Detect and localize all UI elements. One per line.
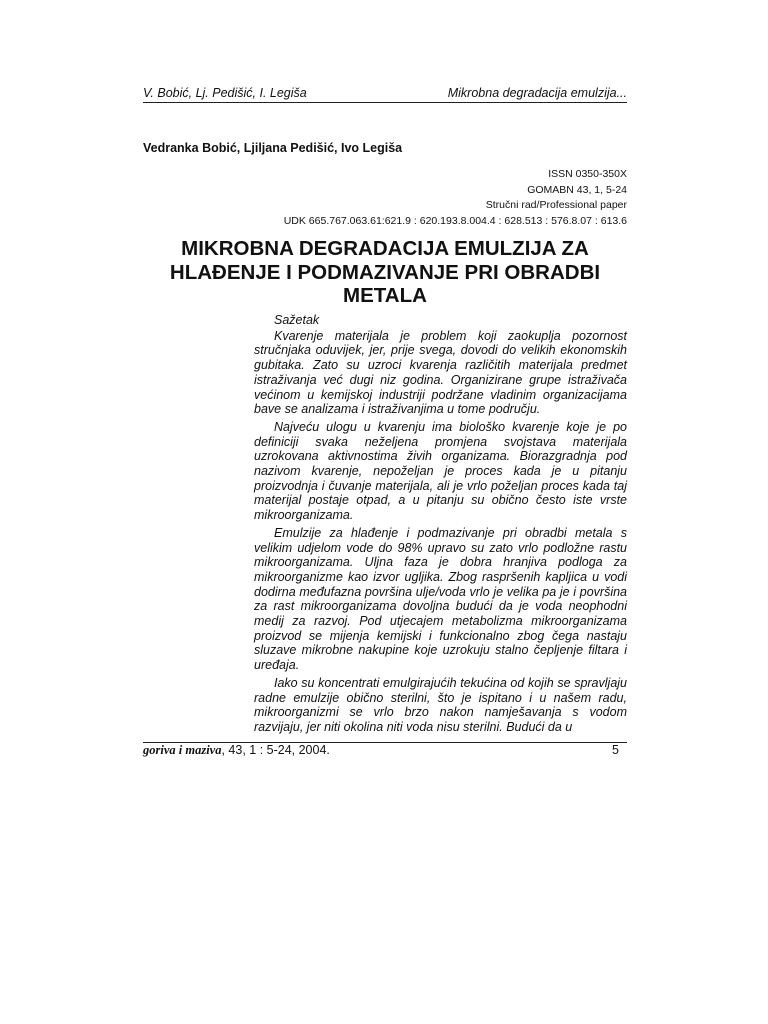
page-footer bbox=[143, 742, 627, 758]
abstract-paragraph-1: Kvarenje materijala je problem koji zaokuplja pozornost stručnjaka oduvijek, jer, prije svega, dovodi do velikih ekonomskih gubitaka. Zato su uzroci kvarenja različitih materijala predmet istraživanja već dugi niz godina. Organizirane grupe istraživača većinom u kemijskoj industriji podržane vladinim organizacijama bave se analizama i istraživanjima u tome području. bbox=[254, 328, 627, 417]
issn-line: ISSN 0350-350X bbox=[548, 168, 627, 180]
abstract-heading: Sažetak bbox=[274, 313, 320, 327]
abstract bbox=[254, 313, 627, 738]
page-number: 5 bbox=[612, 743, 619, 757]
abstract-paragraph-4: Iako su koncentrati emulgirajućih tekućina od kojih se spravljaju radne emulzije obično sterilni, što je ispitano i u našem radu, mikroorganizmi se vrlo brzo nakon namješavanja s vodom razvijaju, jer niti okolina niti voda nisu sterilni. Budući da u bbox=[254, 675, 627, 734]
running-header-title: Mikrobna degradacija emulzija... bbox=[447, 86, 627, 100]
paper-title: MIKROBNA DEGRADACIJA EMULZIJA ZA HLAĐENJE I PODMAZIVANJE PRI OBRADBI METALA bbox=[169, 237, 601, 307]
publication-metadata bbox=[143, 167, 627, 229]
abstract-paragraph-3: Emulzije za hlađenje i podmazivanje pri obradbi metala s velikim udjelom vode do 98% upravo su zato vrlo podložne rastu mikroorganizama. Uljna faza je dobra hranjiva podloga za mikroorganizme kao izvor ugljika. Zbog raspršenih kapljica u vodi dodirna međufazna površina ulje/voda vrlo je velika pa je i površina za rast mikroorganizama dovoljna budući da je voda neophodni medij za razvoj. Pod utjecajem metabolizma mikroorganizama proizvod se mijenja kemijski i funkcionalno zbog čega nastaju sluzave mikrobne nakupine koje uzrokuju stalno čepljenje filtara i uređaja. bbox=[254, 525, 627, 673]
journal-citation: , 43, 1 : 5-24, 2004. bbox=[221, 743, 330, 757]
running-header bbox=[143, 84, 627, 102]
journal-name: goriva i maziva bbox=[143, 743, 222, 757]
author-list: Vedranka Bobić, Ljiljana Pedišić, Ivo Legiša bbox=[143, 141, 403, 155]
header-divider bbox=[143, 102, 627, 103]
running-header-authors: V. Bobić, Lj. Pedišić, I. Legiša bbox=[143, 86, 307, 100]
paper-type-line: Stručni rad/Professional paper bbox=[485, 199, 627, 211]
udk-line: UDK 665.767.063.61:621.9 : 620.193.8.004.4 : 628.513 : 576.8.07 : 613.6 bbox=[283, 214, 627, 227]
abstract-paragraph-2: Najveću ulogu u kvarenju ima biološko kvarenje koje je po definiciji svaka neželjena promjena svojstava materijala uzrokovana aktivnostima živih organizama. Biorazgradnja pod nazivom kvarenje, nepoželjan je proces kada je u pitanju proizvodnja i čuvanje materijala, ali je vrlo poželjan proces kada taj materijal postaje otpad, a u pitanju su obično često iste vrste mikroorganizama. bbox=[254, 419, 627, 523]
gomabn-line: GOMABN 43, 1, 5-24 bbox=[527, 183, 627, 196]
